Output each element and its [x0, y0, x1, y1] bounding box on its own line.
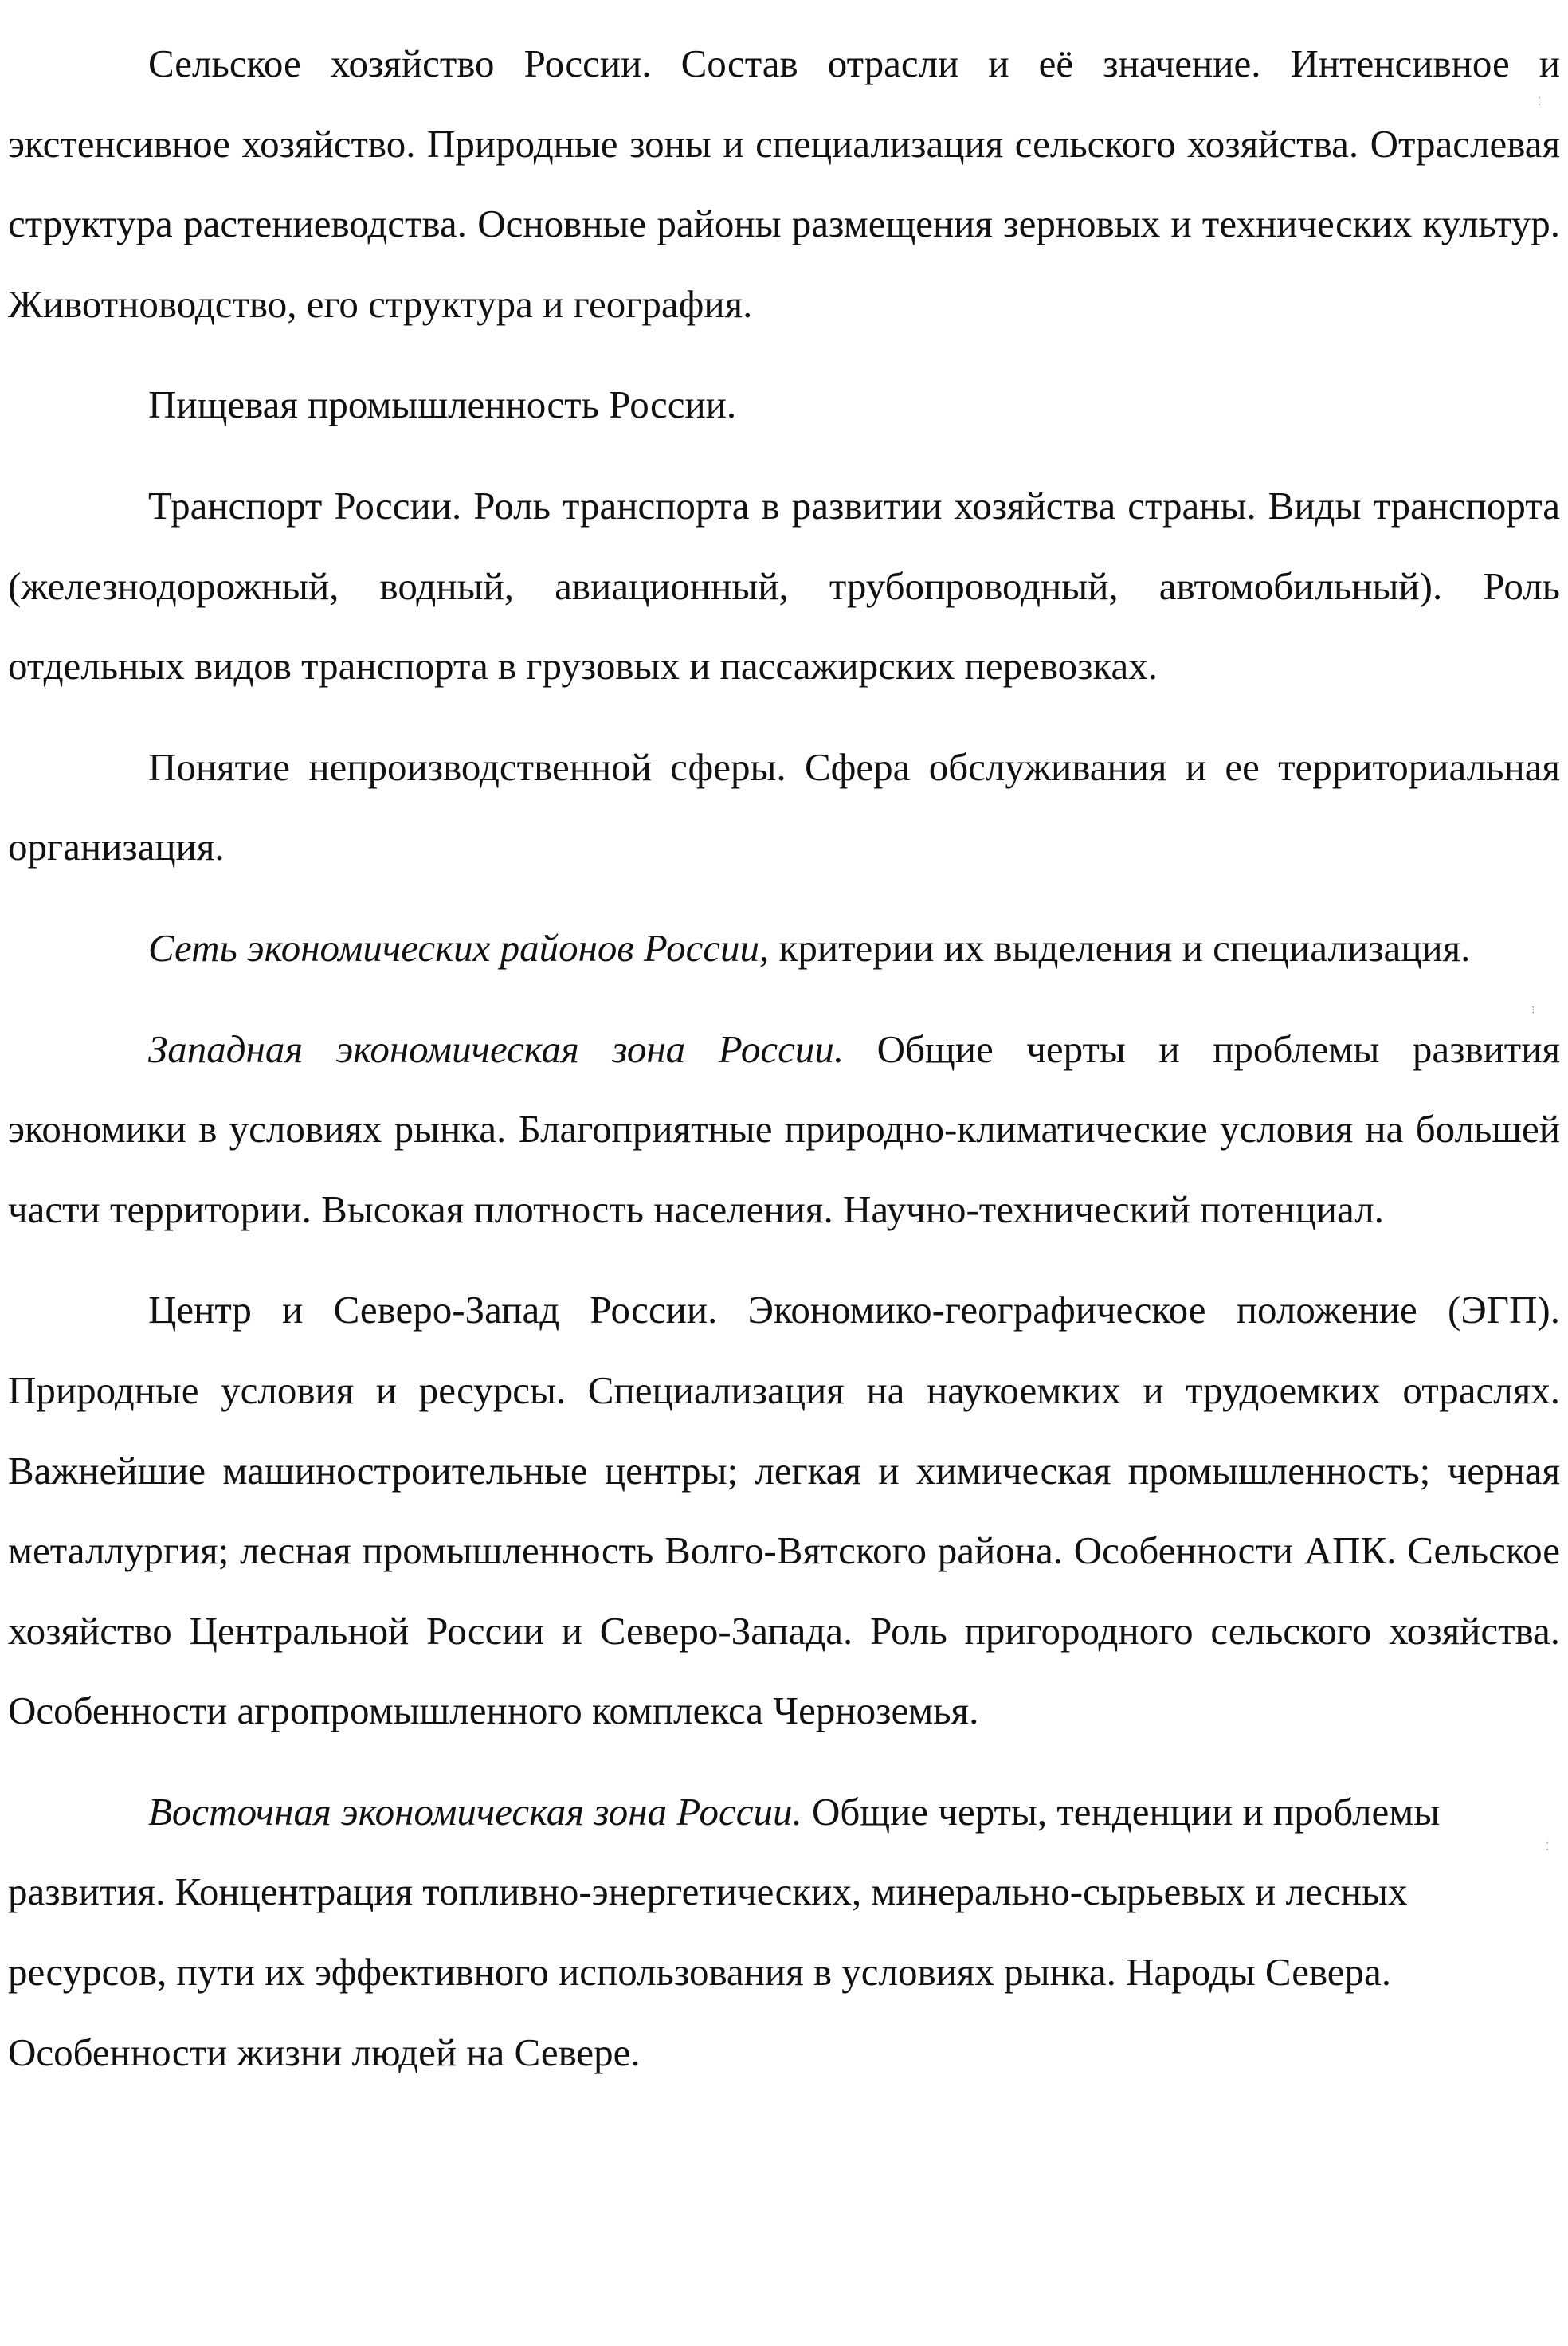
- scan-artifact: ⁚: [1538, 96, 1543, 108]
- scan-artifact: ⁚: [1546, 1841, 1551, 1854]
- paragraph-transport: [8, 466, 1560, 707]
- paragraph-western-zone: [8, 1010, 1560, 1250]
- paragraph-text: Общие черты, тенденции и проблемы развития. Концентрация топливно-энергетических, минерально-сырьевых и лесных ресурсов, пути их эффективного использования в условиях рынка. Народы Севера. Особенности жизни людей на Севере.: [8, 1789, 1441, 2074]
- paragraph-text: Пищевая промышленность России.: [148, 382, 737, 427]
- paragraph-service-sector: [8, 728, 1560, 888]
- document-body: [8, 24, 1560, 2113]
- paragraph-text: Центр и Северо-Запад России. Экономико-географическое положение (ЭГП). Природные условия и ресурсы. Специализация на наукоемких и трудоемких отраслях. Важнейшие машиностроительные центры; легкая и химическая промышленность; черная металлургия; лесная промышленность Волго-Вятского района. Особенности АПК. Сельское хозяйство Центральной России и Северо-Запада. Роль пригородного сельского хозяйства. Особенности агропромышленного комплекса Черноземья.: [8, 1288, 1560, 1733]
- paragraph-text: Транспорт России. Роль транспорта в развитии хозяйства страны. Виды транспорта (железнодорожный, водный, авиационный, трубопроводный, автомобильный). Роль отдельных видов транспорта в грузовых и пассажирских перевозках.: [8, 483, 1560, 688]
- paragraph-eastern-zone: [8, 1772, 1560, 2093]
- paragraph-text: Общие черты и проблемы развития экономики в условиях рынка. Благоприятные природно-климатические условия на большей части территории. Высокая плотность населения. Научно-технический потенциал.: [8, 1026, 1560, 1231]
- paragraph-agriculture: [8, 24, 1560, 344]
- paragraph-text: Понятие непроизводственной сферы. Сфера обслуживания и ее территориальная организация.: [8, 744, 1560, 869]
- paragraph-text: критерии их выделения и специализация.: [769, 925, 1471, 970]
- paragraph-lead-italic: Сеть экономических районов России,: [148, 925, 770, 970]
- paragraph-lead-italic: Восточная экономическая зона России.: [148, 1789, 802, 1834]
- paragraph-food-industry: [8, 365, 1560, 445]
- paragraph-economic-regions: [8, 908, 1560, 989]
- paragraph-text: Сельское хозяйство России. Состав отрасли и её значение. Интенсивное и экстенсивное хозяйство. Природные зоны и специализация сельского хозяйства. Отраслевая структура растениеводства. Основные районы размещения зерновых и технических культур. Животноводство, его структура и география.: [8, 41, 1560, 326]
- paragraph-lead-italic: Западная экономическая зона России.: [148, 1026, 845, 1071]
- paragraph-center-northwest: [8, 1270, 1560, 1752]
- scan-artifact: ⁝: [1531, 1004, 1537, 1017]
